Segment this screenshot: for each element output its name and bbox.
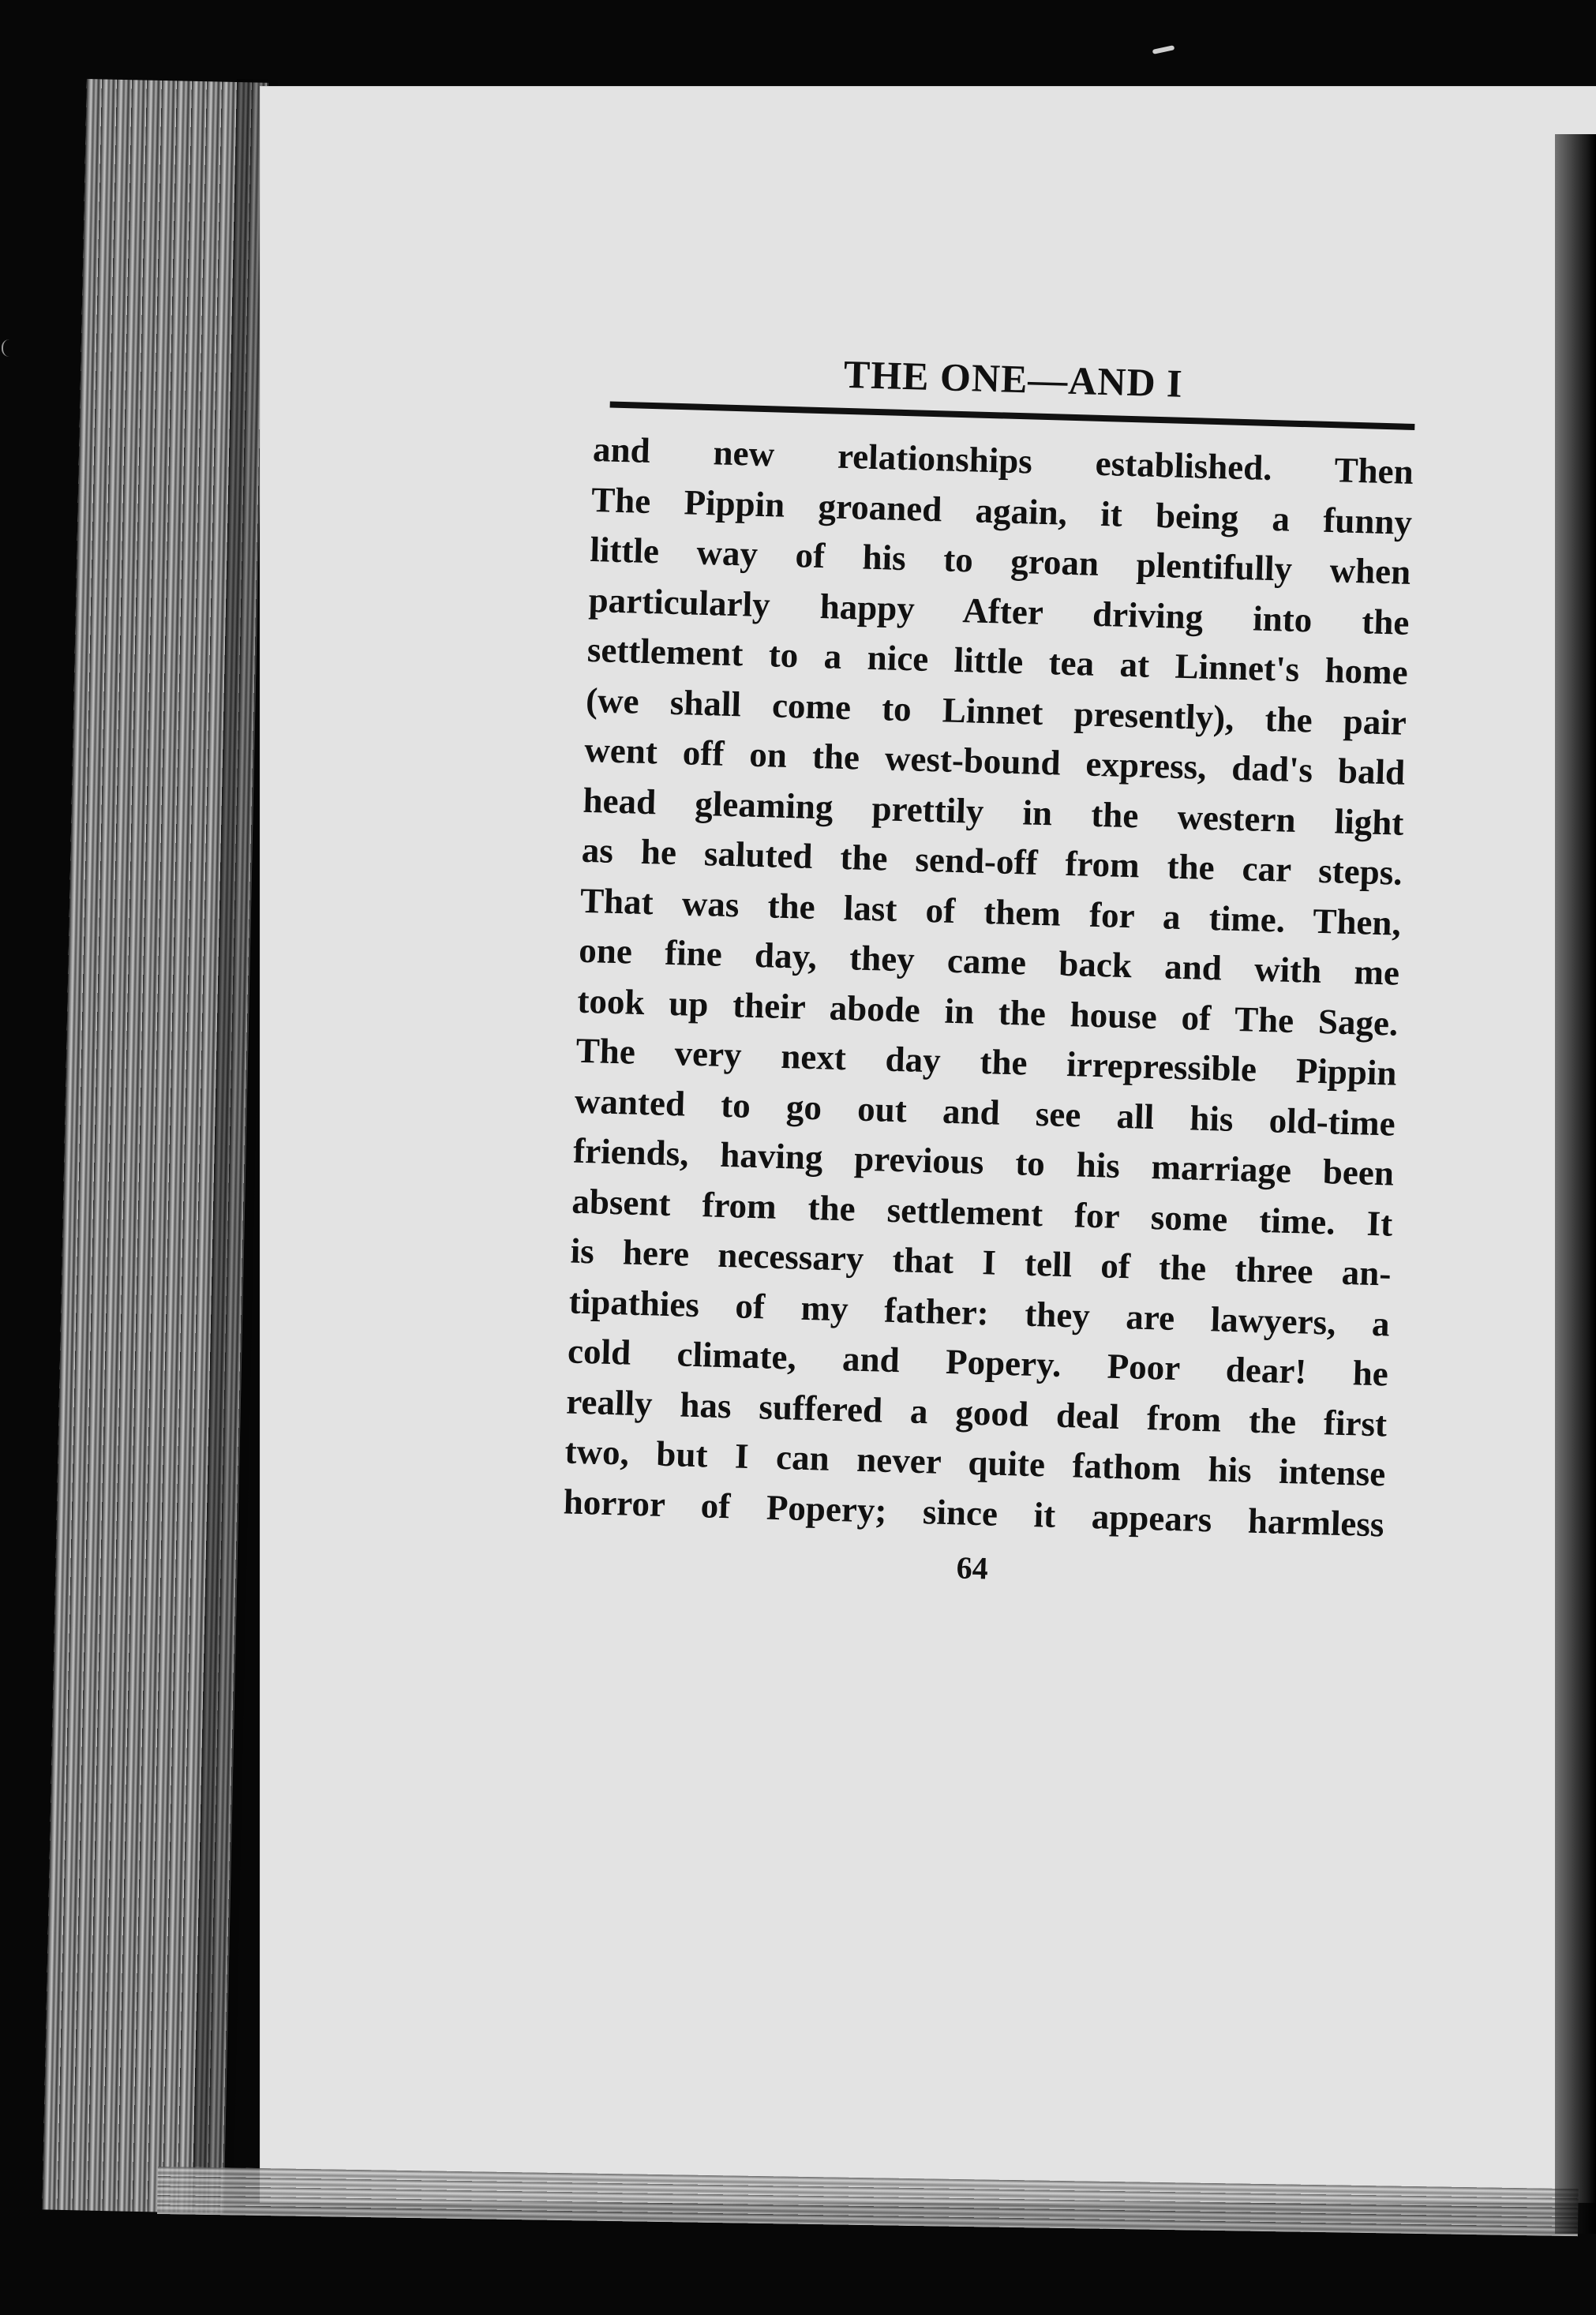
text-line: two, but I can never quite fathom his intense — [564, 1431, 1386, 1494]
scan-artifact — [1152, 45, 1175, 54]
text-line: That was the last of them for a time. Then, — [579, 880, 1402, 943]
text-line: head gleaming prettily in the western light — [583, 780, 1405, 843]
running-head: THE ONE—AND I — [843, 351, 1184, 406]
text-line: little way of his to groan plentifully when — [589, 529, 1411, 592]
text-line: cold climate, and Popery. Poor dear! he — [567, 1331, 1389, 1394]
text-line: wanted to go out and see all his old-time — [574, 1081, 1396, 1144]
text-line: particularly happy After driving into the — [588, 579, 1411, 642]
text-line: as he saluted the send-off from the car steps. — [581, 830, 1403, 893]
text-block — [561, 339, 1416, 1601]
text-line: The Pippin groaned again, it being a funny — [590, 479, 1413, 542]
text-line: (we shall come to Linnet presently), the pair — [585, 680, 1407, 743]
text-line: really has suffered a good deal from the first — [565, 1380, 1388, 1444]
text-line: is here necessary that I tell of the three an- — [570, 1231, 1392, 1294]
text-line: tipathies of my father: they are lawyers, a — [568, 1281, 1391, 1344]
body-text — [563, 425, 1414, 1549]
text-line: one fine day, they came back and with me — [578, 930, 1400, 993]
page-number: 64 — [956, 1549, 989, 1586]
text-line: horror of Popery; since it appears harmless — [563, 1481, 1385, 1544]
text-line: went off on the west-bound express, dad's bald — [583, 729, 1406, 792]
text-line: The very next day the irrepressible Pippin — [575, 1030, 1398, 1093]
text-line: took up their abode in the house of The Sage. — [576, 980, 1399, 1043]
text-line: settlement to a nice little tea at Linnet's home — [586, 629, 1409, 692]
page-right-shadow — [1555, 134, 1596, 2234]
scan-artifact — [2, 339, 9, 357]
text-line: absent from the settlement for some time. It — [571, 1181, 1393, 1244]
text-line: and new relationships established. Then — [592, 429, 1414, 492]
text-line: friends, having previous to his marriage been — [572, 1130, 1395, 1193]
